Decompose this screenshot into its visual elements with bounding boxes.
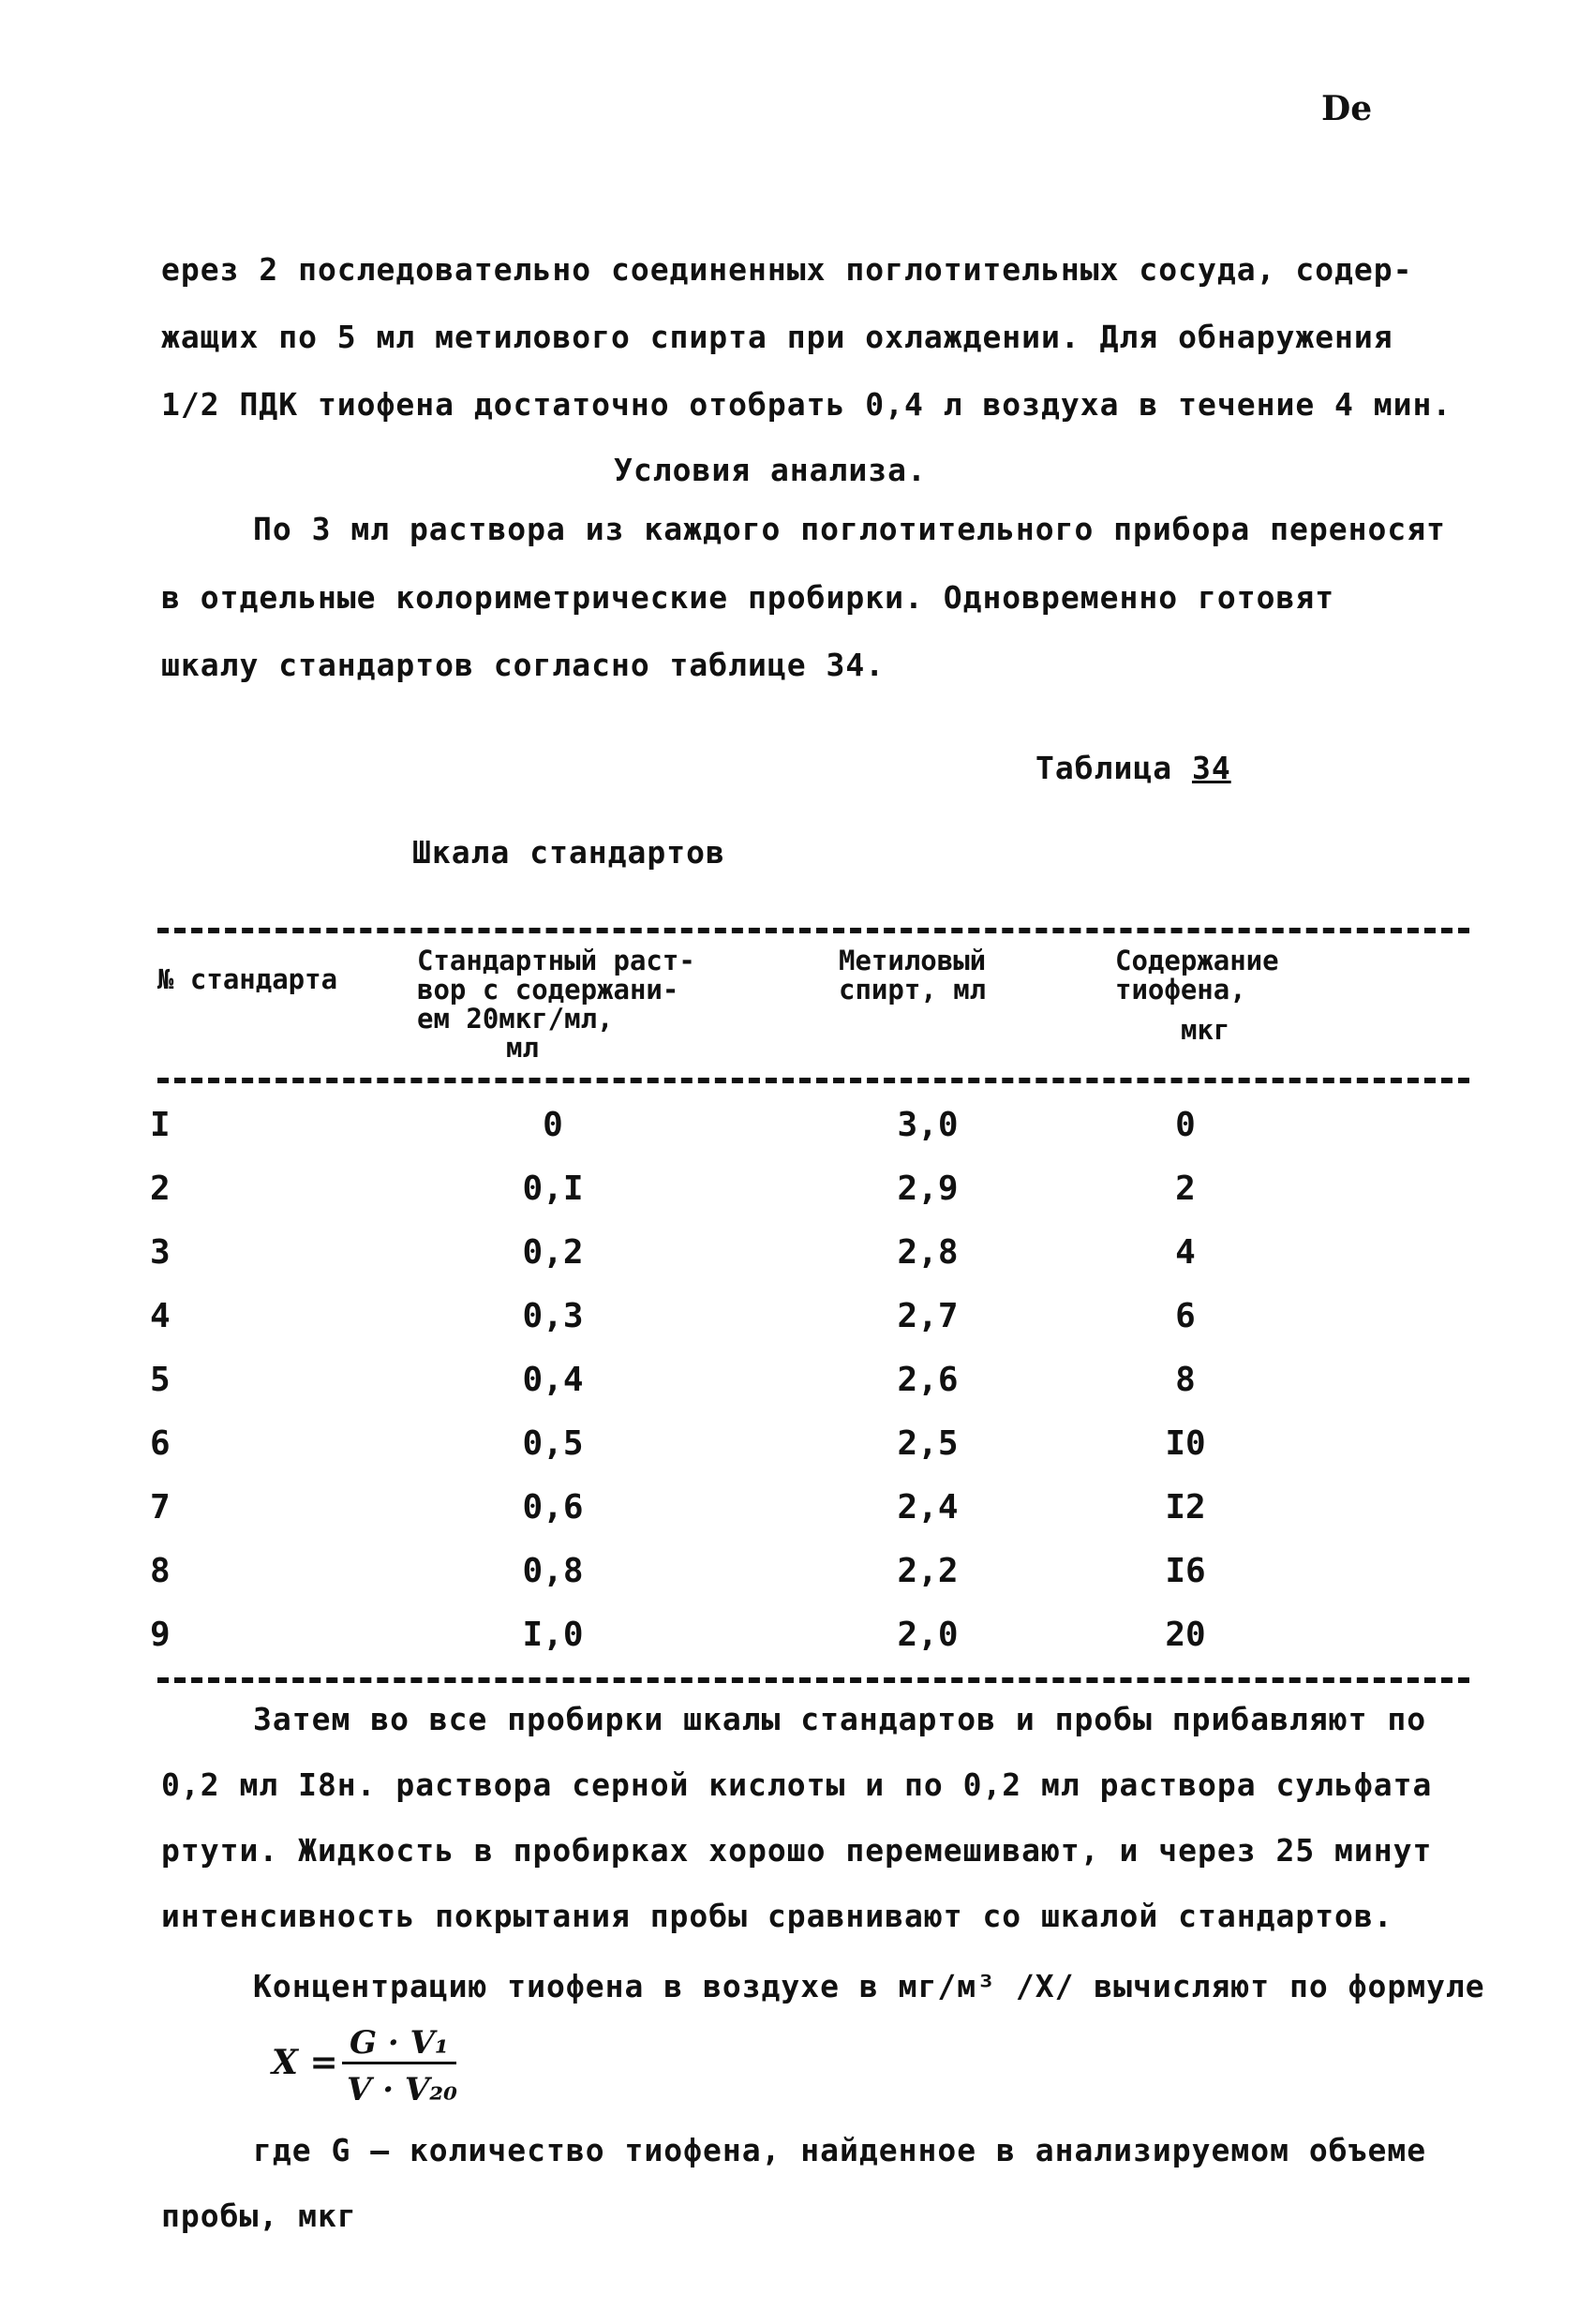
formula-intro: Концентрацию тиофена в воздухе в мг/м³ /X/ вычисляют по формуле (253, 1968, 1485, 2004)
cell-thiophene-mkg: 4 (1175, 1233, 1196, 1272)
after-line-4: интенсивность покрытания пробы сравнивают со шкалой стандартов. (161, 1898, 1393, 1934)
cell-methanol-ml: 2,4 (897, 1488, 959, 1527)
header-thiophene-line-1: Содержание (1115, 945, 1279, 976)
intro-line-3: 1/2 ПДК тиофена достаточно отобрать 0,4 л воздуха в течение 4 мин. (161, 386, 1452, 423)
table-title: Шкала стандартов (412, 834, 725, 871)
table-top-rule (157, 928, 1469, 933)
cell-methanol-ml: 2,7 (897, 1297, 959, 1335)
cell-thiophene-mkg: 8 (1175, 1361, 1196, 1399)
table-label-prefix: Таблица (1035, 750, 1173, 786)
header-methanol-line-1: Метиловый (839, 945, 987, 976)
formula-denominator: V · V₂₀ (347, 2071, 458, 2108)
cell-thiophene-mkg: I2 (1165, 1488, 1206, 1527)
where-line-2: пробы, мкг (161, 2197, 357, 2234)
section-title: Условия анализа. (614, 452, 927, 488)
procedure-line-2: в отдельные колориметрические пробирки. Одновременно готовят (161, 579, 1335, 616)
table-header-rule (157, 1078, 1469, 1083)
cell-methanol-ml: 2,6 (897, 1361, 959, 1399)
header-methanol-line-2: спирт, мл (839, 974, 987, 1006)
after-line-1: Затем во все пробирки шкалы стандартов и пробы прибавляют по (253, 1701, 1427, 1737)
header-methanol (839, 946, 986, 1005)
cell-solution-ml: 0,3 (522, 1297, 584, 1335)
cell-standard-number: 9 (150, 1616, 171, 1654)
intro-line-1: ерез 2 последовательно соединенных поглотительных сосуда, содер- (161, 251, 1413, 288)
header-thiophene-line-3: мкг (1181, 1014, 1230, 1046)
procedure-line-1: По 3 мл раствора из каждого поглотительного прибора переносят (253, 511, 1446, 547)
header-thiophene-content (1115, 946, 1279, 1045)
cell-thiophene-mkg: I0 (1165, 1424, 1206, 1463)
cell-solution-ml: 0,4 (522, 1361, 584, 1399)
cell-methanol-ml: 2,9 (897, 1169, 959, 1208)
table-label (1035, 750, 1231, 786)
cell-standard-number: 2 (150, 1169, 171, 1208)
formula-lhs: X = (272, 2043, 338, 2082)
cell-solution-ml: 0,8 (522, 1552, 584, 1590)
header-standard-solution (417, 946, 695, 1063)
header-standard-solution-line-4: мл (506, 1032, 539, 1064)
cell-standard-number: 4 (150, 1297, 171, 1335)
header-standard-number: № стандарта (157, 963, 338, 995)
formula-numerator: G · V₁ (342, 2024, 456, 2064)
cell-solution-ml: 0,2 (522, 1233, 584, 1272)
cell-methanol-ml: 3,0 (897, 1106, 959, 1144)
cell-thiophene-mkg: 0 (1175, 1106, 1196, 1144)
cell-solution-ml: 0 (543, 1106, 563, 1144)
header-standard-solution-line-3: ем 20мкг/мл, (417, 1003, 614, 1035)
cell-standard-number: 7 (150, 1488, 171, 1527)
cell-standard-number: 6 (150, 1424, 171, 1463)
cell-thiophene-mkg: 2 (1175, 1169, 1196, 1208)
cell-methanol-ml: 2,2 (897, 1552, 959, 1590)
intro-line-2: жащих по 5 мл метилового спирта при охлаждении. Для обнаружения (161, 319, 1393, 355)
cell-standard-number: 5 (150, 1361, 171, 1399)
cell-solution-ml: 0,5 (522, 1424, 584, 1463)
cell-methanol-ml: 2,0 (897, 1616, 959, 1654)
cell-standard-number: I (150, 1106, 171, 1144)
cell-methanol-ml: 2,8 (897, 1233, 959, 1272)
cell-solution-ml: 0,I (522, 1169, 584, 1208)
cell-solution-ml: I,0 (522, 1616, 584, 1654)
procedure-line-3: шкалу стандартов согласно таблице 34. (161, 647, 886, 683)
after-line-2: 0,2 мл I8н. раствора серной кислоты и по 0,2 мл раствора сульфата (161, 1766, 1433, 1803)
cell-thiophene-mkg: 6 (1175, 1297, 1196, 1335)
cell-thiophene-mkg: 20 (1165, 1616, 1206, 1654)
where-line-1: где G – количество тиофена, найденное в анализируемом объеме (253, 2132, 1427, 2168)
header-standard-solution-line-2: вор с содержани- (417, 974, 679, 1006)
cell-methanol-ml: 2,5 (897, 1424, 959, 1463)
header-thiophene-line-2: тиофена, (1115, 974, 1246, 1006)
cell-standard-number: 3 (150, 1233, 171, 1272)
cell-solution-ml: 0,6 (522, 1488, 584, 1527)
table-label-number: 34 (1191, 750, 1231, 786)
after-line-3: ртути. Жидкость в пробирках хорошо перемешивают, и через 25 минут (161, 1832, 1433, 1869)
cell-standard-number: 8 (150, 1552, 171, 1590)
page-number: De (1321, 89, 1373, 128)
header-standard-solution-line-1: Стандартный раст- (417, 945, 695, 976)
table-bottom-rule (157, 1677, 1469, 1683)
cell-thiophene-mkg: I6 (1165, 1552, 1206, 1590)
